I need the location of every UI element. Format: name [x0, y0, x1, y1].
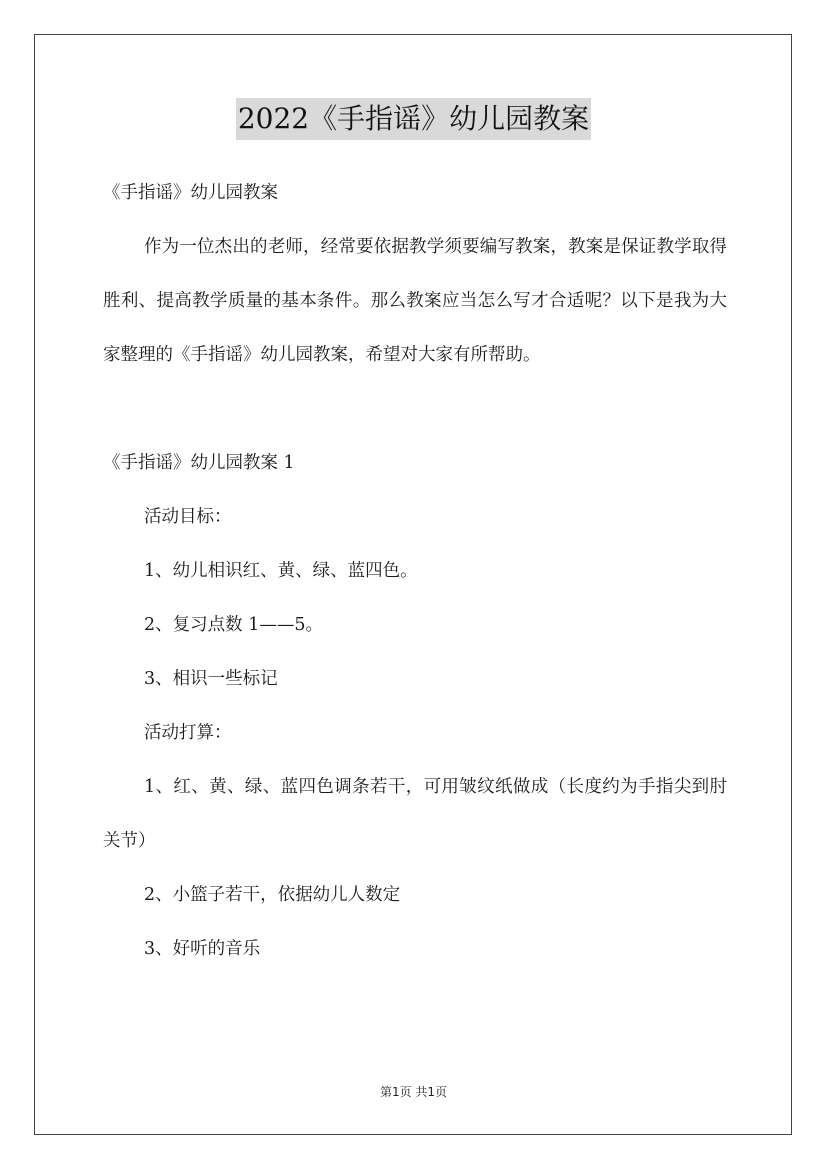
- prep-label: 活动打算：: [144, 723, 232, 743]
- page-footer: 第1页 共1页: [379, 1085, 448, 1099]
- goal-item: 2、复习点数 1——5。: [144, 615, 323, 635]
- document-subtitle: 《手指谣》幼儿园教案: [103, 183, 278, 203]
- section-heading: 《手指谣》幼儿园教案 1: [103, 453, 295, 473]
- title-container: [0, 98, 827, 140]
- prep-item: 2、小篮子若干，依据幼儿人数定: [144, 885, 401, 905]
- spacer: [103, 382, 727, 436]
- prep-item: 1、红、黄、绿、蓝四色调条若干，可用皱纹纸做成（长度约为手指尖到肘关节）: [103, 777, 727, 851]
- intro-paragraph: 作为一位杰出的老师，经常要依据教学须要编写教案，教案是保证教学取得胜利、提高教学质量的基本条件。那么教案应当怎么写才合适呢？以下是我为大家整理的《手指谣》幼儿园教案，希望对大家有所帮助。: [103, 237, 727, 365]
- document-body: [103, 166, 727, 976]
- goal-item: 3、相识一些标记: [144, 669, 278, 689]
- goal-item: 1、幼儿相识红、黄、绿、蓝四色。: [144, 561, 418, 581]
- prep-item: 3、好听的音乐: [144, 939, 261, 959]
- goals-label: 活动目标：: [144, 507, 232, 527]
- document-title: 2022《手指谣》幼儿园教案: [236, 98, 591, 140]
